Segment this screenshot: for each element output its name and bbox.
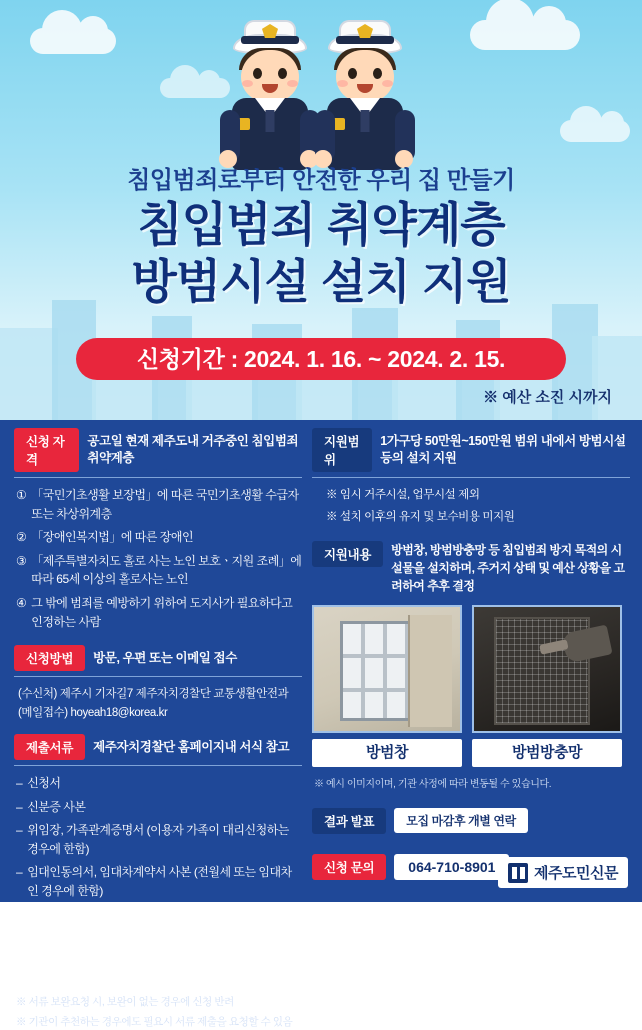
how-to-apply-header xyxy=(14,645,302,677)
blush xyxy=(287,80,298,87)
window-photo xyxy=(312,605,462,733)
list-text: 주민등록등본, 기초생활수급자 증명서 등 대상자 증빙서류 (행정정보 공동이용 동의서 미제출시 해당서류를 본인이 구비하여 제출) xyxy=(27,931,300,983)
list-text: 임대인동의서, 임대차계약서 사본 (전월세 또는 임대차인 경우에 한함) xyxy=(27,865,292,898)
apply-contact-lines xyxy=(18,685,302,722)
application-period-badge: 신청기간 : 2024. 1. 16. ~ 2024. 2. 15. xyxy=(76,338,566,380)
list-marker: – xyxy=(16,865,23,880)
photo-label-window: 방범창 xyxy=(312,739,462,767)
documents-list xyxy=(16,774,302,985)
eye xyxy=(373,68,382,79)
list-text: 행정정보 공동이용 사전동의서 xyxy=(27,907,178,922)
list-item xyxy=(16,798,302,817)
list-item: ※ 설치 이후의 유지 및 보수비용 미지원 xyxy=(326,511,515,524)
documents-note-1: ※ 서류 보완요청 시, 보완이 없는 경우에 신청 반려 xyxy=(16,995,234,1008)
police-characters-illustration xyxy=(210,18,430,173)
door-panel xyxy=(408,615,452,727)
list-text: 「장애인복지법」에 따른 장애인 xyxy=(31,530,194,545)
support-range-heading: 1가구당 50만원~150만원 범위 내에서 방범시설 등의 설치 지원 xyxy=(380,434,626,465)
eye xyxy=(253,68,262,79)
sub-headline: 침입범죄로부터 안전한 우리 집 만들기 xyxy=(127,167,515,194)
logo-text: 제주도민신문 xyxy=(534,865,618,882)
list-marker: – xyxy=(16,823,23,838)
budget-note: ※ 예산 소진 시까지 xyxy=(483,389,612,406)
list-item xyxy=(16,863,302,900)
how-to-apply-tag: 신청방법 xyxy=(14,645,85,671)
cloud-icon xyxy=(560,120,630,142)
photo-disclaimer: ※ 예시 이미지이며, 기관 사정에 따라 변동될 수 있습니다. xyxy=(314,778,552,790)
photo-gallery xyxy=(312,605,630,767)
support-content-tag: 지원내용 xyxy=(312,541,383,567)
support-content-block xyxy=(312,541,630,595)
eligibility-tag: 신청 자격 xyxy=(14,428,79,472)
cloud-icon xyxy=(470,20,580,50)
blush xyxy=(337,80,348,87)
police-officer-male xyxy=(220,18,320,173)
support-range-list xyxy=(326,486,630,527)
headline-line-1: 침입범죄 취약계층 xyxy=(137,198,505,251)
list-text: 그 밖에 범죄를 예방하기 위하여 도지사가 필요하다고 인정하는 사람 xyxy=(31,595,293,629)
inquiry-row xyxy=(312,854,509,880)
face xyxy=(241,50,299,102)
documents-header xyxy=(14,734,302,766)
page-title xyxy=(0,196,642,311)
info-section xyxy=(0,420,642,1028)
logo-mark-icon xyxy=(508,863,528,883)
list-item: ※ 임시 거주시설, 업무시설 제외 xyxy=(326,489,480,501)
documents-tag: 제출서류 xyxy=(14,734,85,760)
inquiry-phone-number[interactable]: 064-710-8901 xyxy=(394,854,509,880)
necktie xyxy=(361,110,370,132)
list-item xyxy=(16,594,302,631)
left-column xyxy=(14,428,302,1030)
list-marker: – xyxy=(16,907,23,922)
list-item xyxy=(16,906,302,925)
support-content-text: 방범창, 방범방충망 등 침입범죄 방지 목적의 시설물을 설치하며, 주거지 상태 및 예산 상황을 고려하여 추후 결정 xyxy=(391,542,625,593)
list-item xyxy=(16,774,302,793)
list-item xyxy=(16,486,302,523)
necktie xyxy=(266,110,275,132)
headline-line-2: 방범시설 설치 지원 xyxy=(131,255,511,309)
list-marker: ④ xyxy=(16,595,27,610)
documents-note-2: ※ 기관이 추천하는 경우에도 필요시 서류 제출을 요청할 수 있음 xyxy=(16,1015,293,1028)
list-marker: – xyxy=(16,775,23,790)
list-item xyxy=(16,552,302,589)
eye xyxy=(348,68,357,79)
result-tag: 결과 발표 xyxy=(312,808,386,834)
photo-label-mesh: 방범방충망 xyxy=(472,739,622,767)
blush xyxy=(382,80,393,87)
right-column xyxy=(312,428,630,834)
support-range-tag: 지원범위 xyxy=(312,428,372,472)
apply-email[interactable]: (메일접수) hoyeah18@korea.kr xyxy=(18,706,168,719)
eligibility-heading: 공고일 현재 제주도내 거주중인 침입범죄 취약계층 xyxy=(87,434,299,465)
photo-card-window xyxy=(312,605,462,767)
list-text: 신청서 xyxy=(27,775,61,790)
publisher-logo xyxy=(498,857,628,888)
eligibility-header xyxy=(14,428,302,478)
list-item xyxy=(16,929,302,985)
police-officer-female xyxy=(315,18,415,173)
list-marker: ③ xyxy=(16,553,27,568)
how-to-apply-heading: 방문, 우편 또는 이메일 접수 xyxy=(93,650,237,665)
list-text: 위임장, 가족관계증명서 (이용자 가족이 대리신청하는 경우에 한함) xyxy=(27,823,289,856)
list-marker: – xyxy=(16,931,23,946)
photo-card-mesh xyxy=(472,605,622,767)
documents-heading: 제주자치경찰단 홈페이지내 서식 참고 xyxy=(93,739,290,754)
list-item xyxy=(16,528,302,547)
list-marker: ② xyxy=(16,530,27,545)
list-text: 신분증 사본 xyxy=(27,799,86,814)
blush xyxy=(242,80,253,87)
list-item xyxy=(16,821,302,858)
result-text: 모집 마감후 개별 연락 xyxy=(394,808,528,833)
list-marker: – xyxy=(16,799,23,814)
face xyxy=(336,50,394,102)
support-range-header xyxy=(312,428,630,478)
eligibility-list xyxy=(16,486,302,631)
apply-address: (수신처) 제주시 기자길7 제주자치경찰단 교통생활안전과 xyxy=(18,688,289,701)
mesh-photo xyxy=(472,605,622,733)
cloud-icon xyxy=(30,28,116,54)
inquiry-tag: 신청 문의 xyxy=(312,854,386,880)
list-marker: ① xyxy=(16,488,27,502)
eye xyxy=(278,68,287,79)
list-text: 「국민기초생활 보장법」에 따른 국민기초생활 수급자 또는 차상위계층 xyxy=(31,488,299,521)
list-text: 「제주특별자치도 홀로 사는 노인 보호ㆍ지원 조례」에 따라 65세 이상의 홀로사는 노인 xyxy=(31,553,302,587)
result-announcement-row xyxy=(312,808,630,834)
